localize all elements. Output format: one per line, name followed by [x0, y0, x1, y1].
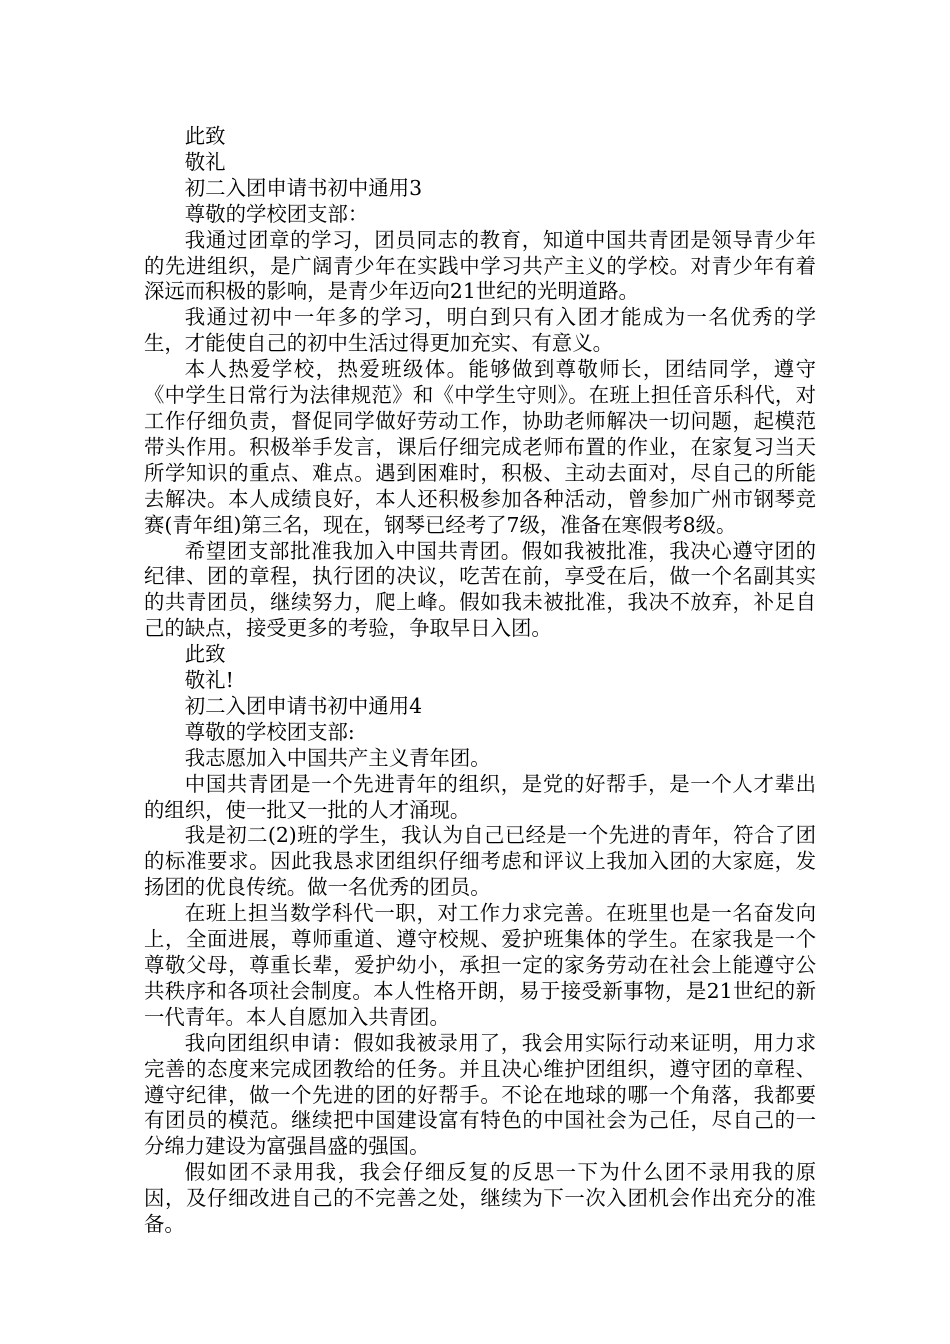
document-body [144, 124, 816, 1238]
letter-greeting: 尊敬的学校团支部： [184, 201, 369, 226]
paragraph: 在班上担当数学科代一职，对工作力求完善。在班里也是一名奋发向上，全面进展，尊师重道、遵守校规、爱护班集体的学生。在家我是一个尊敬父母，尊重长辈，爱护幼小，承担一定的家务劳动在社会上能遵守公共秩序和各项社会制度。本人性格开朗，易于接受新事物，是21世纪的新一代青年。本人自愿加入共青团。 [144, 901, 816, 1029]
section-title-4: 初二入团申请书初中通用4 [184, 693, 423, 718]
closing-respect: 敬礼 [184, 149, 226, 174]
section-title-3: 初二入团申请书初中通用3 [184, 175, 423, 200]
paragraph: 我志愿加入中国共产主义青年团。 [184, 745, 491, 770]
paragraph: 假如团不录用我，我会仔细反复的反思一下为什么团不录用我的原因，及仔细改进自己的不完善之处，继续为下一次入团机会作出充分的准备。 [144, 1160, 816, 1237]
paragraph: 我通过初中一年多的学习，明白到只有入团才能成为一名优秀的学生，才能使自己的初中生活过得更加充实、有意义。 [144, 305, 816, 356]
paragraph: 我向团组织申请：假如我被录用了，我会用实际行动来证明，用力求完善的态度来完成团教给的任务。并且决心维护团组织，遵守团的章程、遵守纪律，做一个先进的团的好帮手。不论在地球的哪一个角落，我都要有团员的模范。继续把中国建设富有特色的中国社会为己任，尽自己的一分绵力建设为富强昌盛的强国。 [144, 1030, 816, 1159]
letter-greeting: 尊敬的学校团支部: [184, 719, 355, 744]
paragraph: 我是初二(2)班的学生，我认为自己已经是一个先进的青年，符合了团的标准要求。因此我恳求团组织仔细考虑和评议上我加入团的大家庭，发扬团的优良传统。做一名优秀的团员。 [144, 823, 816, 900]
paragraph: 中国共青团是一个先进青年的组织，是党的好帮手，是一个人才辈出的组织，使一批又一批的人才涌现。 [144, 771, 816, 822]
closing-salutation: 此致 [184, 642, 226, 667]
paragraph: 希望团支部批准我加入中国共青团。假如我被批准，我决心遵守团的纪律、团的章程，执行团的决议，吃苦在前，享受在后，做一个名副其实的共青团员，继续努力，爬上峰。假如我未被批准，我决不放弃，补足自己的缺点，接受更多的考验，争取早日入团。 [144, 538, 816, 641]
paragraph: 本人热爱学校，热爱班级体。能够做到尊敬师长，团结同学，遵守《中学生日常行为法律规范》和《中学生守则》。在班上担任音乐科代，对工作仔细负责，督促同学做好劳动工作，协助老师解决一切问题，起模范带头作用。积极举手发言，课后仔细完成老师布置的作业，在家复习当天所学知识的重点、难点。遇到困难时，积极、主动去面对，尽自己的所能去解决。本人成绩良好，本人还积极参加各种活动，曾参加广州市钢琴竞赛(青年组)第三名，现在，钢琴已经考了7级，准备在寒假考8级。 [144, 357, 816, 537]
closing-respect: 敬礼! [184, 668, 234, 693]
paragraph: 我通过团章的学习，团员同志的教育，知道中国共青团是领导青少年的先进组织，是广阔青少年在实践中学习共产主义的学校。对青少年有着深远而积极的影响，是青少年迈向21世纪的光明道路。 [144, 227, 816, 304]
closing-salutation: 此致 [184, 124, 226, 148]
